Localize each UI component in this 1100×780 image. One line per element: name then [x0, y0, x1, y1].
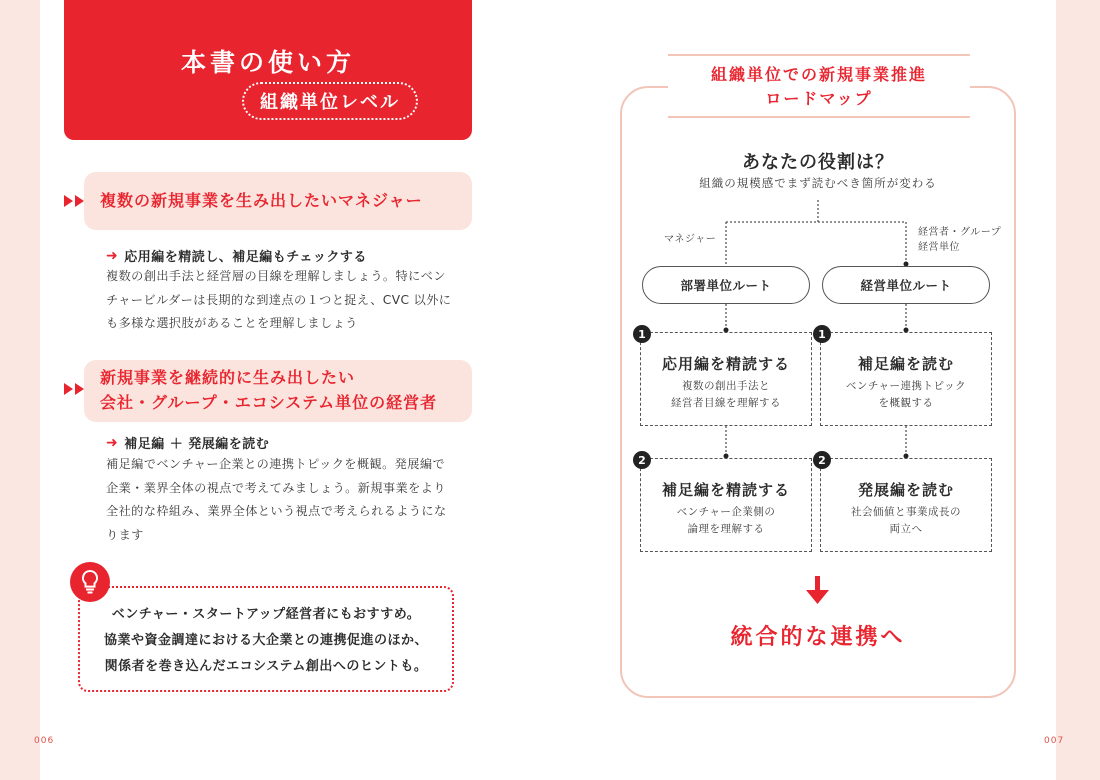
- step-desc-line: ベンチャー企業側の: [676, 506, 776, 518]
- body-line: チャービルダーは長期的な到達点の１つと捉え、CVC 以外に: [106, 292, 452, 307]
- step-number-badge: 2: [813, 451, 831, 469]
- step-box: [820, 332, 992, 426]
- role-label-executive: [918, 225, 1001, 255]
- route-management: 経営単位ルート: [822, 266, 990, 304]
- level-badge: 組織単位レベル: [242, 82, 418, 120]
- page-number-left: 006: [34, 736, 55, 746]
- body-line: 複数の創出手法と経営層の目線を理解しましょう。特にベン: [106, 269, 446, 283]
- step-desc-line: 論理を理解する: [687, 523, 765, 535]
- section-heading-text: 新規事業を継続的に生み出したい: [100, 368, 356, 388]
- conclusion-label: 統合的な連携へ: [730, 625, 906, 650]
- step-desc-line: ベンチャー連携トピック: [845, 380, 967, 392]
- step-title: 発展編を読む: [857, 481, 954, 499]
- tip-line: 関係者を巻き込んだエコシステム創出へのヒントも。: [104, 659, 428, 674]
- step-desc-line: を概観する: [878, 397, 934, 409]
- route-department: 部署単位ルート: [642, 266, 810, 304]
- step-title: 補足編を読む: [857, 355, 954, 373]
- step-title: 応用編を精読する: [661, 355, 790, 373]
- step-title: 補足編を精読する: [661, 481, 790, 499]
- role-label-manager: [664, 232, 716, 247]
- role-question-subtitle: 組織の規模感でまず読むべき箇所が変わる: [699, 176, 937, 190]
- step-desc-line: 複数の創出手法と: [682, 380, 770, 392]
- step-number-badge: 1: [813, 325, 831, 343]
- page-title: 本書の使い方: [180, 48, 355, 77]
- roadmap-title-line: 組織単位での新規事業推進: [710, 65, 927, 84]
- body-line: 補足編でベンチャー企業との連携トピックを概観。発展編で: [106, 457, 446, 471]
- role-label-line: 経営単位: [918, 242, 960, 253]
- role-label-line: 経営者・グループ: [918, 227, 1002, 238]
- subheading-text: 補足編 ＋ 発展編を読む: [124, 437, 270, 452]
- body-line: 全社的な枠組み、業界全体という視点で考えられるようにな: [106, 504, 447, 518]
- step-box: [820, 458, 992, 552]
- body-line: 企業・業界全体の視点で考えてみましょう。新規事業をより: [106, 480, 446, 495]
- step-box: [640, 458, 812, 552]
- arrow-right-icon: ➜: [106, 247, 119, 264]
- role-label-line: マネジャー: [664, 234, 717, 245]
- page-number-right: 007: [1044, 736, 1065, 746]
- step-number-badge: 1: [633, 325, 651, 343]
- section-heading-text: 会社・グループ・エコシステム単位の経営者: [100, 393, 438, 412]
- step-desc-line: 社会価値と事業成長の: [851, 506, 961, 518]
- section-heading-text: 複数の新規事業を生み出したいマネジャー: [100, 190, 423, 210]
- step-number-badge: 2: [633, 451, 651, 469]
- body-line: も多様な選択肢があることを理解しましょう: [106, 316, 358, 330]
- roadmap-title-line: ロードマップ: [765, 89, 873, 108]
- body-line: ります: [106, 527, 144, 542]
- arrow-right-icon: ➜: [106, 434, 119, 451]
- role-question: あなたの役割は？: [742, 152, 894, 173]
- tip-line: 協業や資金調達における大企業との連携促進のほか、: [103, 633, 428, 648]
- subheading-text: 応用編を精読し、補足編もチェックする: [124, 250, 367, 265]
- step-desc-line: 両立へ: [889, 523, 923, 535]
- tip-line: ベンチャー・スタートアップ経営者にもおすすめ。: [111, 607, 421, 622]
- step-box: [640, 332, 812, 426]
- step-desc-line: 経営者目線を理解する: [671, 397, 781, 409]
